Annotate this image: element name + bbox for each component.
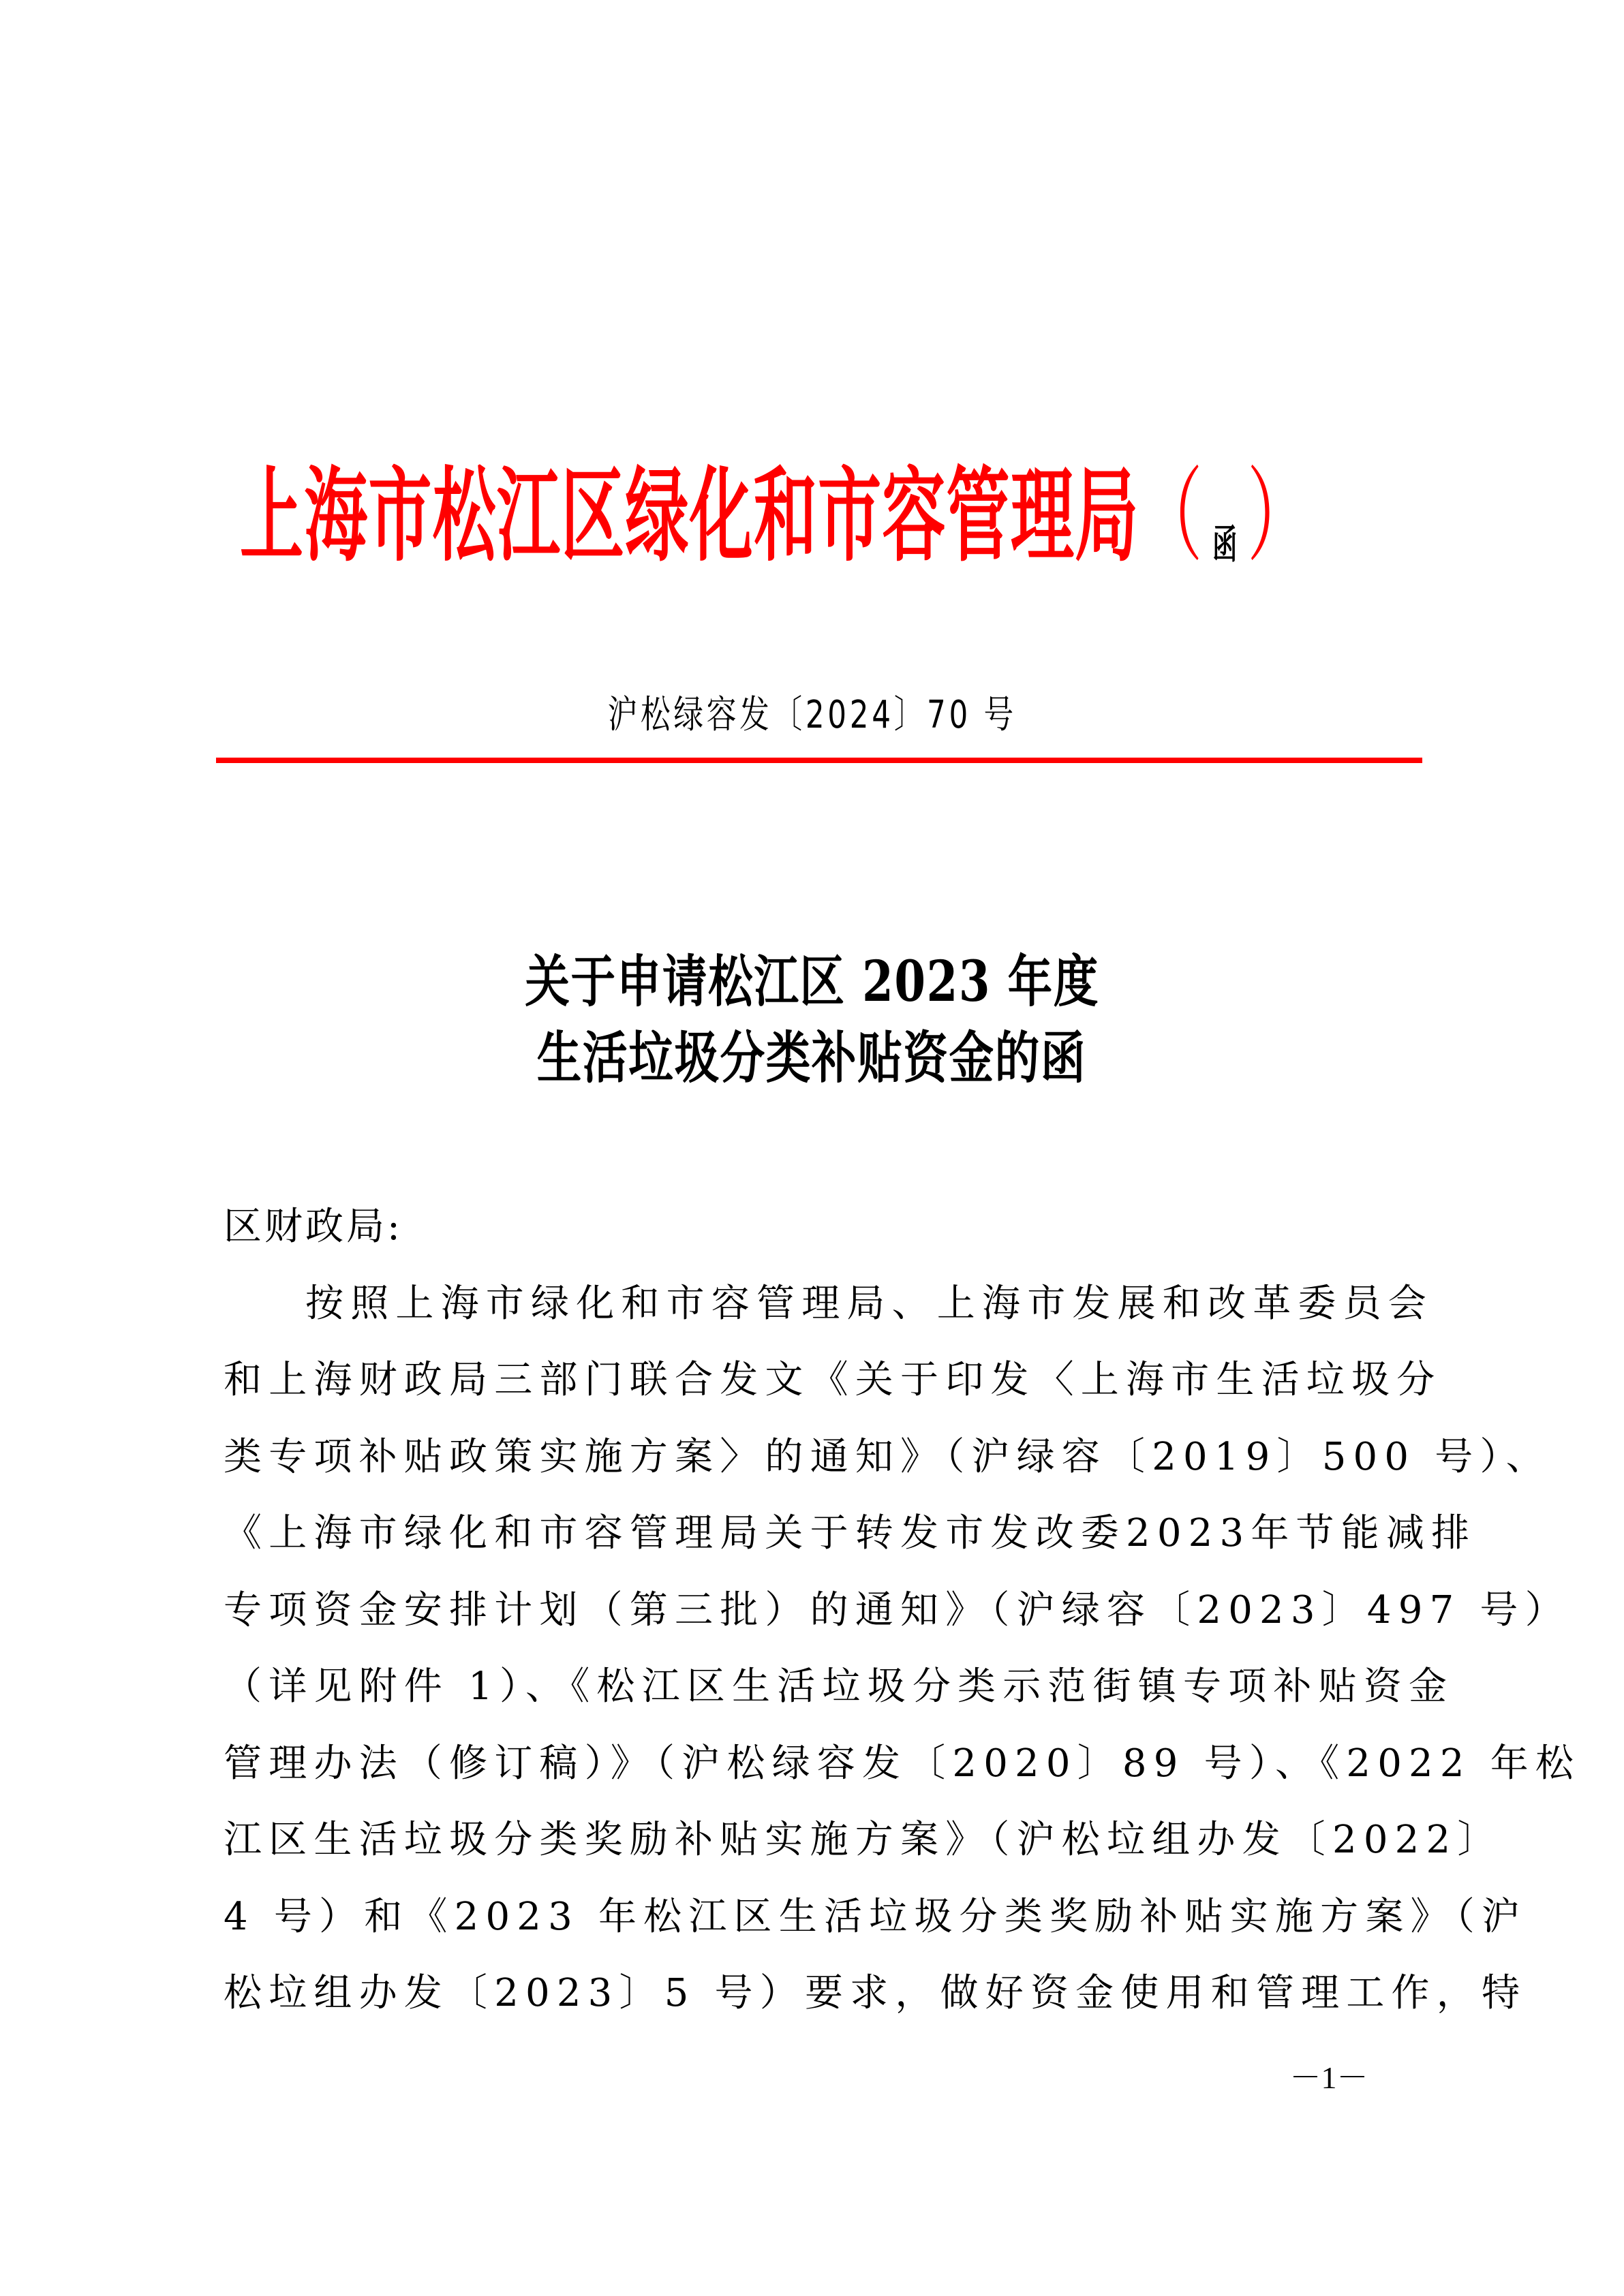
title-line-2 (0, 1020, 1624, 1096)
title-line-2-text: 生活垃圾分类补贴资金的函 (537, 1025, 1087, 1091)
body-line: 《上海市绿化和市容管理局关于转发市发改委2023年节能减排 (224, 1511, 1477, 1555)
body-line: 江区生活垃圾分类奖励补贴实施方案》（沪松垃组办发〔2022〕 (224, 1818, 1503, 1862)
page-number: －1－ (1289, 2060, 1368, 2095)
body-line: 管理办法（修订稿）》（沪松绿容发〔2020〕89 号）、《2022 年松 (224, 1741, 1581, 1786)
masthead-paren-close: ） (1247, 457, 1312, 576)
body-line: 4 号）和《2023 年松江区生活垃圾分类奖励补贴实施方案》（沪 (224, 1894, 1527, 1939)
body-line: 按照上海市绿化和市容管理局、上海市发展和改革委员会 (305, 1281, 1433, 1326)
title-line-1-text: 关于申请松江区 2023 年度 (525, 949, 1099, 1014)
body-line: 类专项补贴政策实施方案〉的通知》（沪绿容〔2019〕500 号）、 (224, 1434, 1551, 1479)
masthead-suffix: 函 (1212, 521, 1238, 568)
title-line-1 (0, 944, 1624, 1020)
document-number-text: 沪松绿容发〔2024〕70 号 (607, 693, 1017, 737)
masthead-organization: 上海市松江区绿化和市容管理局 (240, 456, 1139, 576)
salutation: 区财政局: (224, 1205, 403, 1249)
document-title (0, 944, 1624, 1096)
body-line: （详见附件 1）、《松江区生活垃圾分类示范街镇专项补贴资金 (224, 1664, 1454, 1709)
masthead (240, 458, 1412, 574)
red-separator-rule (216, 758, 1422, 763)
body-line: 和上海财政局三部门联合发文《关于印发〈上海市生活垃圾分 (224, 1358, 1442, 1402)
letter-body (224, 1189, 1581, 2032)
masthead-paren-open: （ (1139, 457, 1204, 576)
document-number (0, 688, 1624, 743)
body-line: 松垃组办发〔2023〕5 号）要求，做好资金使用和管理工作，特 (224, 1971, 1527, 2015)
body-line: 专项资金安排计划（第三批）的通知》（沪绿容〔2023〕497 号） (224, 1587, 1570, 1632)
masthead-text (240, 458, 1311, 574)
